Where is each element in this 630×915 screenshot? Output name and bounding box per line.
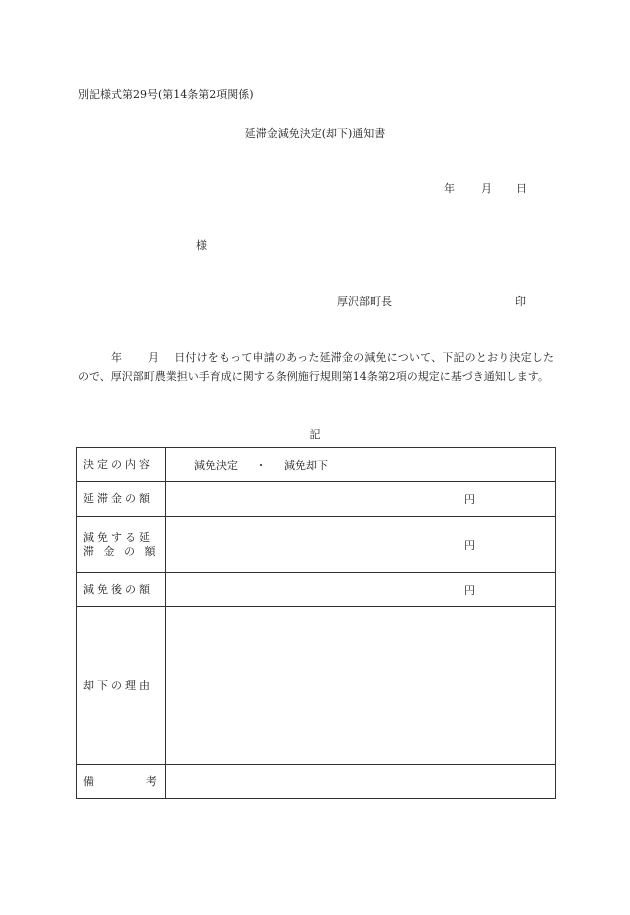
after-reduction-label: 減免後の額 — [77, 573, 166, 607]
details-table — [76, 447, 556, 799]
late-fee-label: 延滞金の額 — [77, 482, 166, 517]
decision-option-reject: 減免却下 — [284, 458, 328, 472]
table-row — [77, 765, 556, 799]
table-row — [77, 448, 556, 482]
reduction-amount-label-line2: 滞 金 の 額 — [83, 544, 159, 558]
after-reduction-value — [166, 573, 556, 607]
decision-label: 決定の内容 — [77, 448, 166, 482]
date-day: 日 — [516, 182, 527, 195]
remarks-label-char2: 考 — [146, 774, 157, 788]
remarks-value — [166, 765, 556, 799]
table-row — [77, 482, 556, 517]
remarks-label-char1: 備 — [83, 774, 94, 788]
body-paragraph — [78, 348, 554, 386]
date-year: 年 — [444, 182, 455, 195]
remarks-label — [77, 765, 166, 799]
reduction-amount-label-line1: 減免する延 — [83, 530, 153, 544]
date-line — [444, 180, 527, 196]
after-reduction-unit: 円 — [464, 583, 475, 597]
ki-heading: 記 — [309, 428, 321, 441]
document-title: 延滞金減免決定(却下)通知書 — [244, 127, 386, 140]
decision-option-approve: 減免決定 — [194, 458, 238, 472]
table-row — [77, 573, 556, 607]
reduction-amount-label — [77, 517, 166, 573]
reduction-amount-unit: 円 — [464, 538, 475, 552]
addressee-honorific: 様 — [196, 239, 207, 252]
late-fee-value — [166, 482, 556, 517]
body-month: 月 — [148, 351, 159, 364]
form-number: 別記様式第29号(第14条第2項関係) — [78, 88, 254, 101]
body-text: 日付けをもって申請のあった延滞金の減免について、下記のとおり決定したので、厚沢部町農業担い手育成に関する条例施行規則第14条第2項の規定に基づき通知します。 — [78, 351, 554, 383]
rejection-reason-label: 却下の理由 — [77, 607, 166, 765]
table-row — [77, 517, 556, 573]
late-fee-unit: 円 — [464, 493, 475, 506]
seal-mark: 印 — [515, 295, 526, 308]
table-row — [77, 607, 556, 765]
issuer-name: 厚沢部町長 — [337, 295, 392, 308]
decision-value — [166, 448, 556, 482]
decision-separator: ・ — [255, 458, 267, 472]
reduction-amount-value — [166, 517, 556, 573]
body-year: 年 — [111, 351, 122, 364]
date-month: 月 — [481, 182, 492, 195]
rejection-reason-value — [166, 607, 556, 765]
